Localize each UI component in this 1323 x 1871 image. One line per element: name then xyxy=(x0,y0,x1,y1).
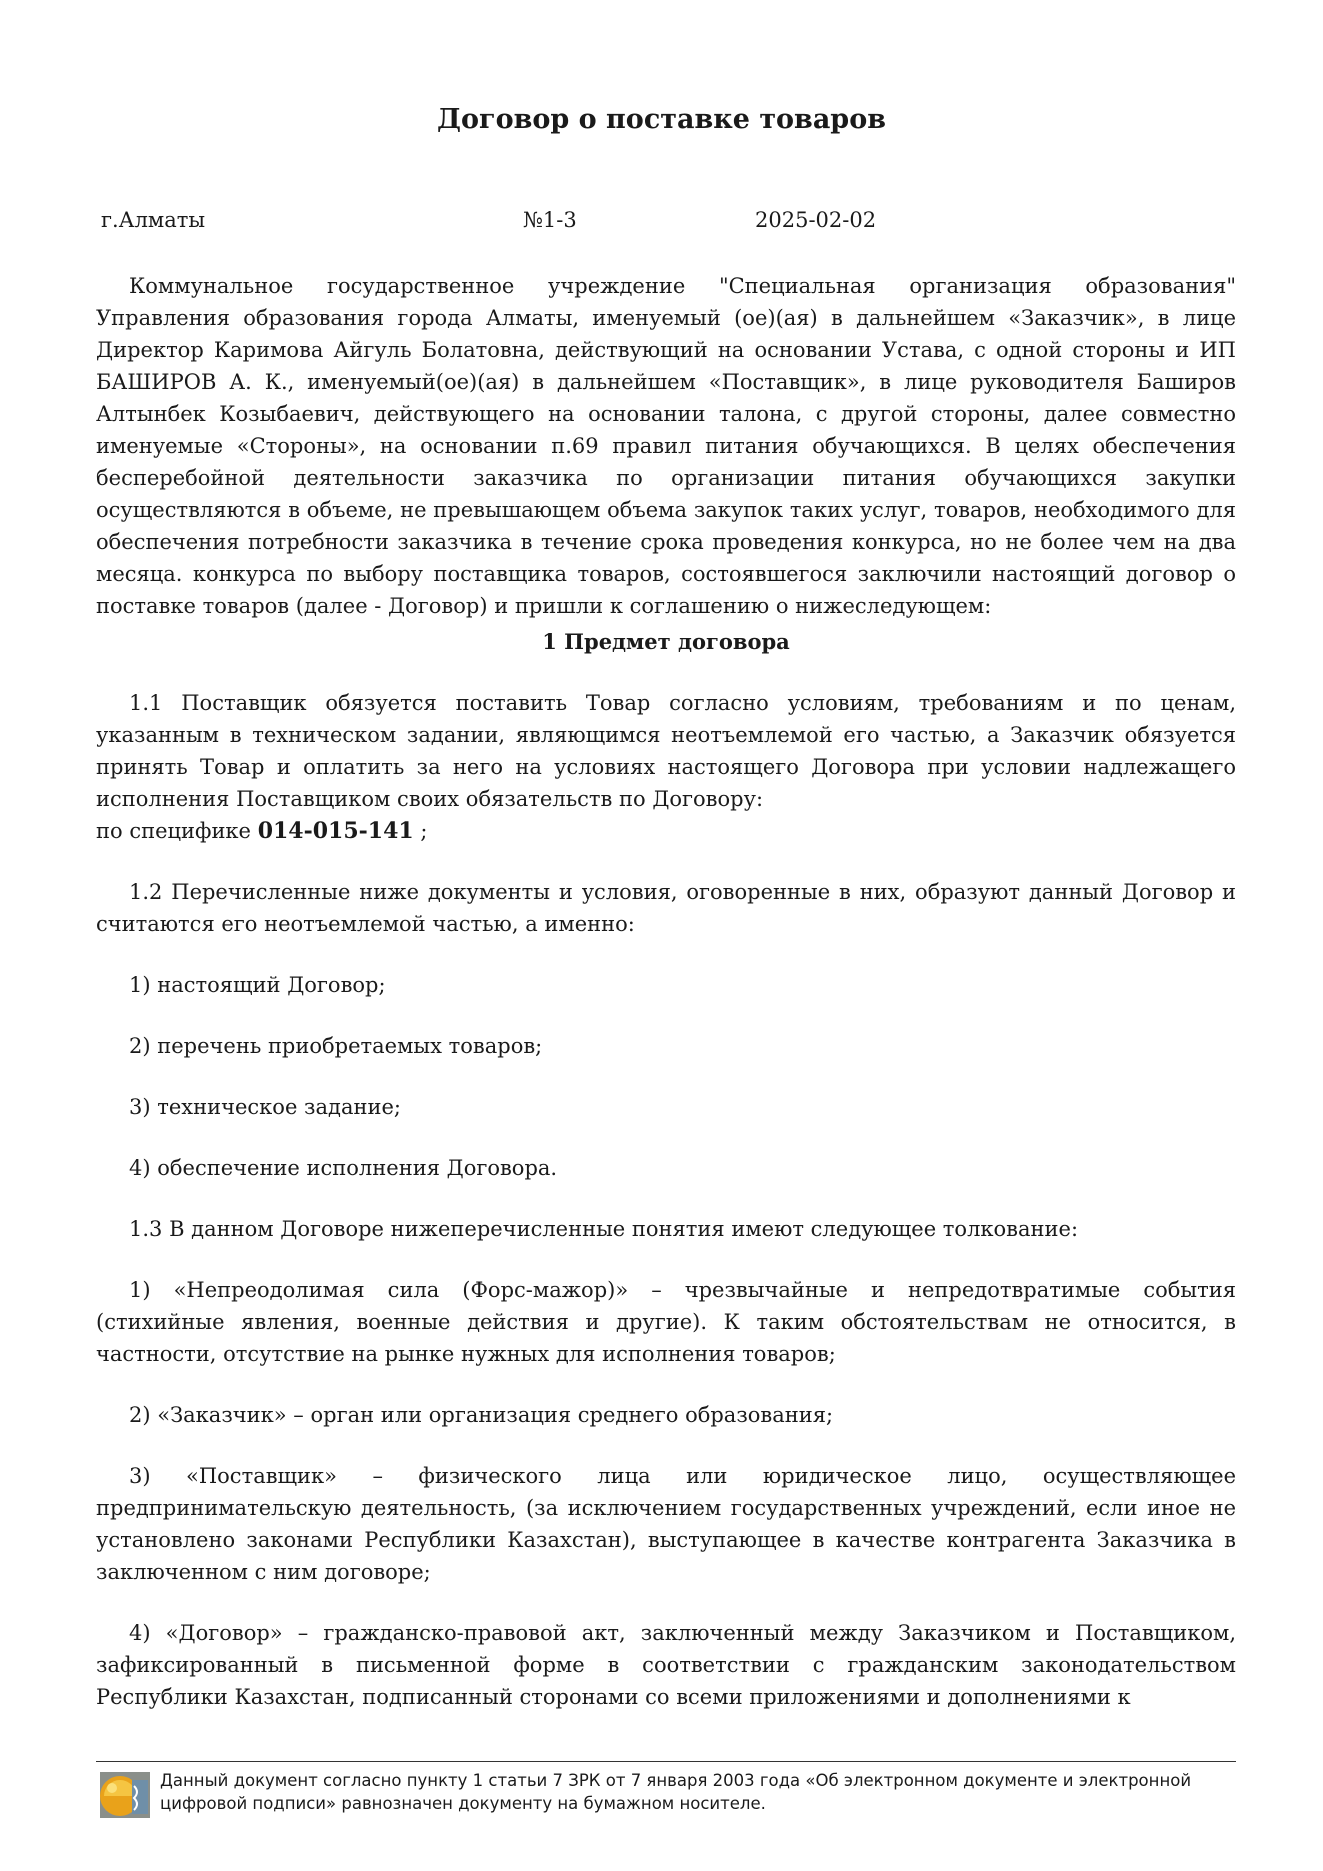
contract-number: №1-3 xyxy=(523,208,577,232)
clause-1-3: 1.3 В данном Договоре нижеперечисленные понятия имеют следующее толкование: xyxy=(129,1217,1079,1241)
document-body xyxy=(96,270,1236,1713)
definition-item: 4) «Договор» – гражданско-правовой акт, заключенный между Заказчиком и Поставщиком, зафиксированный в письменной форме в соответствии с гражданским законодательством Республики Казахстан, подписанный сторонами со всеми приложениями и дополнениями к xyxy=(96,1621,1236,1709)
e-gov-seal-icon xyxy=(98,1770,152,1820)
footer-divider xyxy=(96,1761,1236,1762)
spec-code: 014-015-141 xyxy=(257,818,414,844)
footer-notice: Данный документ согласно пункту 1 статьи 7 ЗРК от 7 января 2003 года «Об электронном документе и электронной цифровой подписи» равнозначен документу на бумажном носителе. xyxy=(160,1771,1192,1813)
definition-item: 3) «Поставщик» – физического лица или юридическое лицо, осуществляющее предпринимательскую деятельность, (за исключением государственных учреждений, если иное не установлено законами Республики Казахстан), выступающее в качестве контрагента Заказчика в заключенном с ним договоре; xyxy=(96,1464,1236,1584)
list-item: 3) техническое задание; xyxy=(129,1095,401,1119)
list-item: 4) обеспечение исполнения Договора. xyxy=(129,1156,558,1180)
contract-date: 2025-02-02 xyxy=(755,208,877,232)
city: г.Алматы xyxy=(101,208,206,232)
clause-1-2: 1.2 Перечисленные ниже документы и условия, оговоренные в них, образуют данный Договор и считаются его неотъемлемой частью, а именно: xyxy=(96,880,1236,936)
definition-item: 1) «Непреодолимая сила (Форс-мажор)» – чрезвычайные и непредотвратимые события (стихийные явления, военные действия и другие). К таким обстоятельствам не относится, в частности, отсутствие на рынке нужных для исполнения товаров; xyxy=(96,1278,1236,1366)
list-item: 1) настоящий Договор; xyxy=(129,973,386,997)
spec-suffix: ; xyxy=(413,819,428,843)
spec-prefix: по специфике xyxy=(96,819,251,843)
definition-item: 2) «Заказчик» – орган или организация среднего образования; xyxy=(129,1403,834,1427)
preamble-paragraph: Коммунальное государственное учреждение "Специальная организация образования" Управления образования города Алматы, именуемый (ое)(ая) в дальнейшем «Заказчик», в лице Директор Каримова Айгуль Болатовна, действующий на основании Устава, с одной стороны и ИП БАШИРОВ А. К., именуемый(ое)(ая) в дальнейшем «Поставщик», в лице руководителя Баширов Алтынбек Козыбаевич, действующего на основании талона, с другой стороны, далее совместно именуемые «Стороны», на основании п.69 правил питания обучающихся. В целях обеспечения бесперебойной деятельности заказчика по организации питания обучающихся закупки осуществляются в объеме, не превышающем объема закупок таких услуг, товаров, необходимого для обеспечения потребности заказчика в течение срока проведения конкурса, но не более чем на два месяца. конкурса по выбору поставщика товаров, состоявшегося заключили настоящий договор о поставке товаров (далее - Договор) и пришли к соглашению о нижеследующем: xyxy=(96,274,1236,618)
list-item: 2) перечень приобретаемых товаров; xyxy=(129,1034,543,1058)
clause-1-1: 1.1 Поставщик обязуется поставить Товар согласно условиям, требованиям и по ценам, указанным в техническом задании, являющимся неотъемлемой его частью, а Заказчик обязуется принять Товар и оплатить за него на условиях настоящего Договора при условии надлежащего исполнения Поставщиком своих обязательств по Договору: xyxy=(96,691,1236,811)
spec-line xyxy=(96,815,1236,847)
document-title: Договор о поставке товаров xyxy=(437,104,886,135)
section-heading: 1 Предмет договора xyxy=(542,629,790,654)
